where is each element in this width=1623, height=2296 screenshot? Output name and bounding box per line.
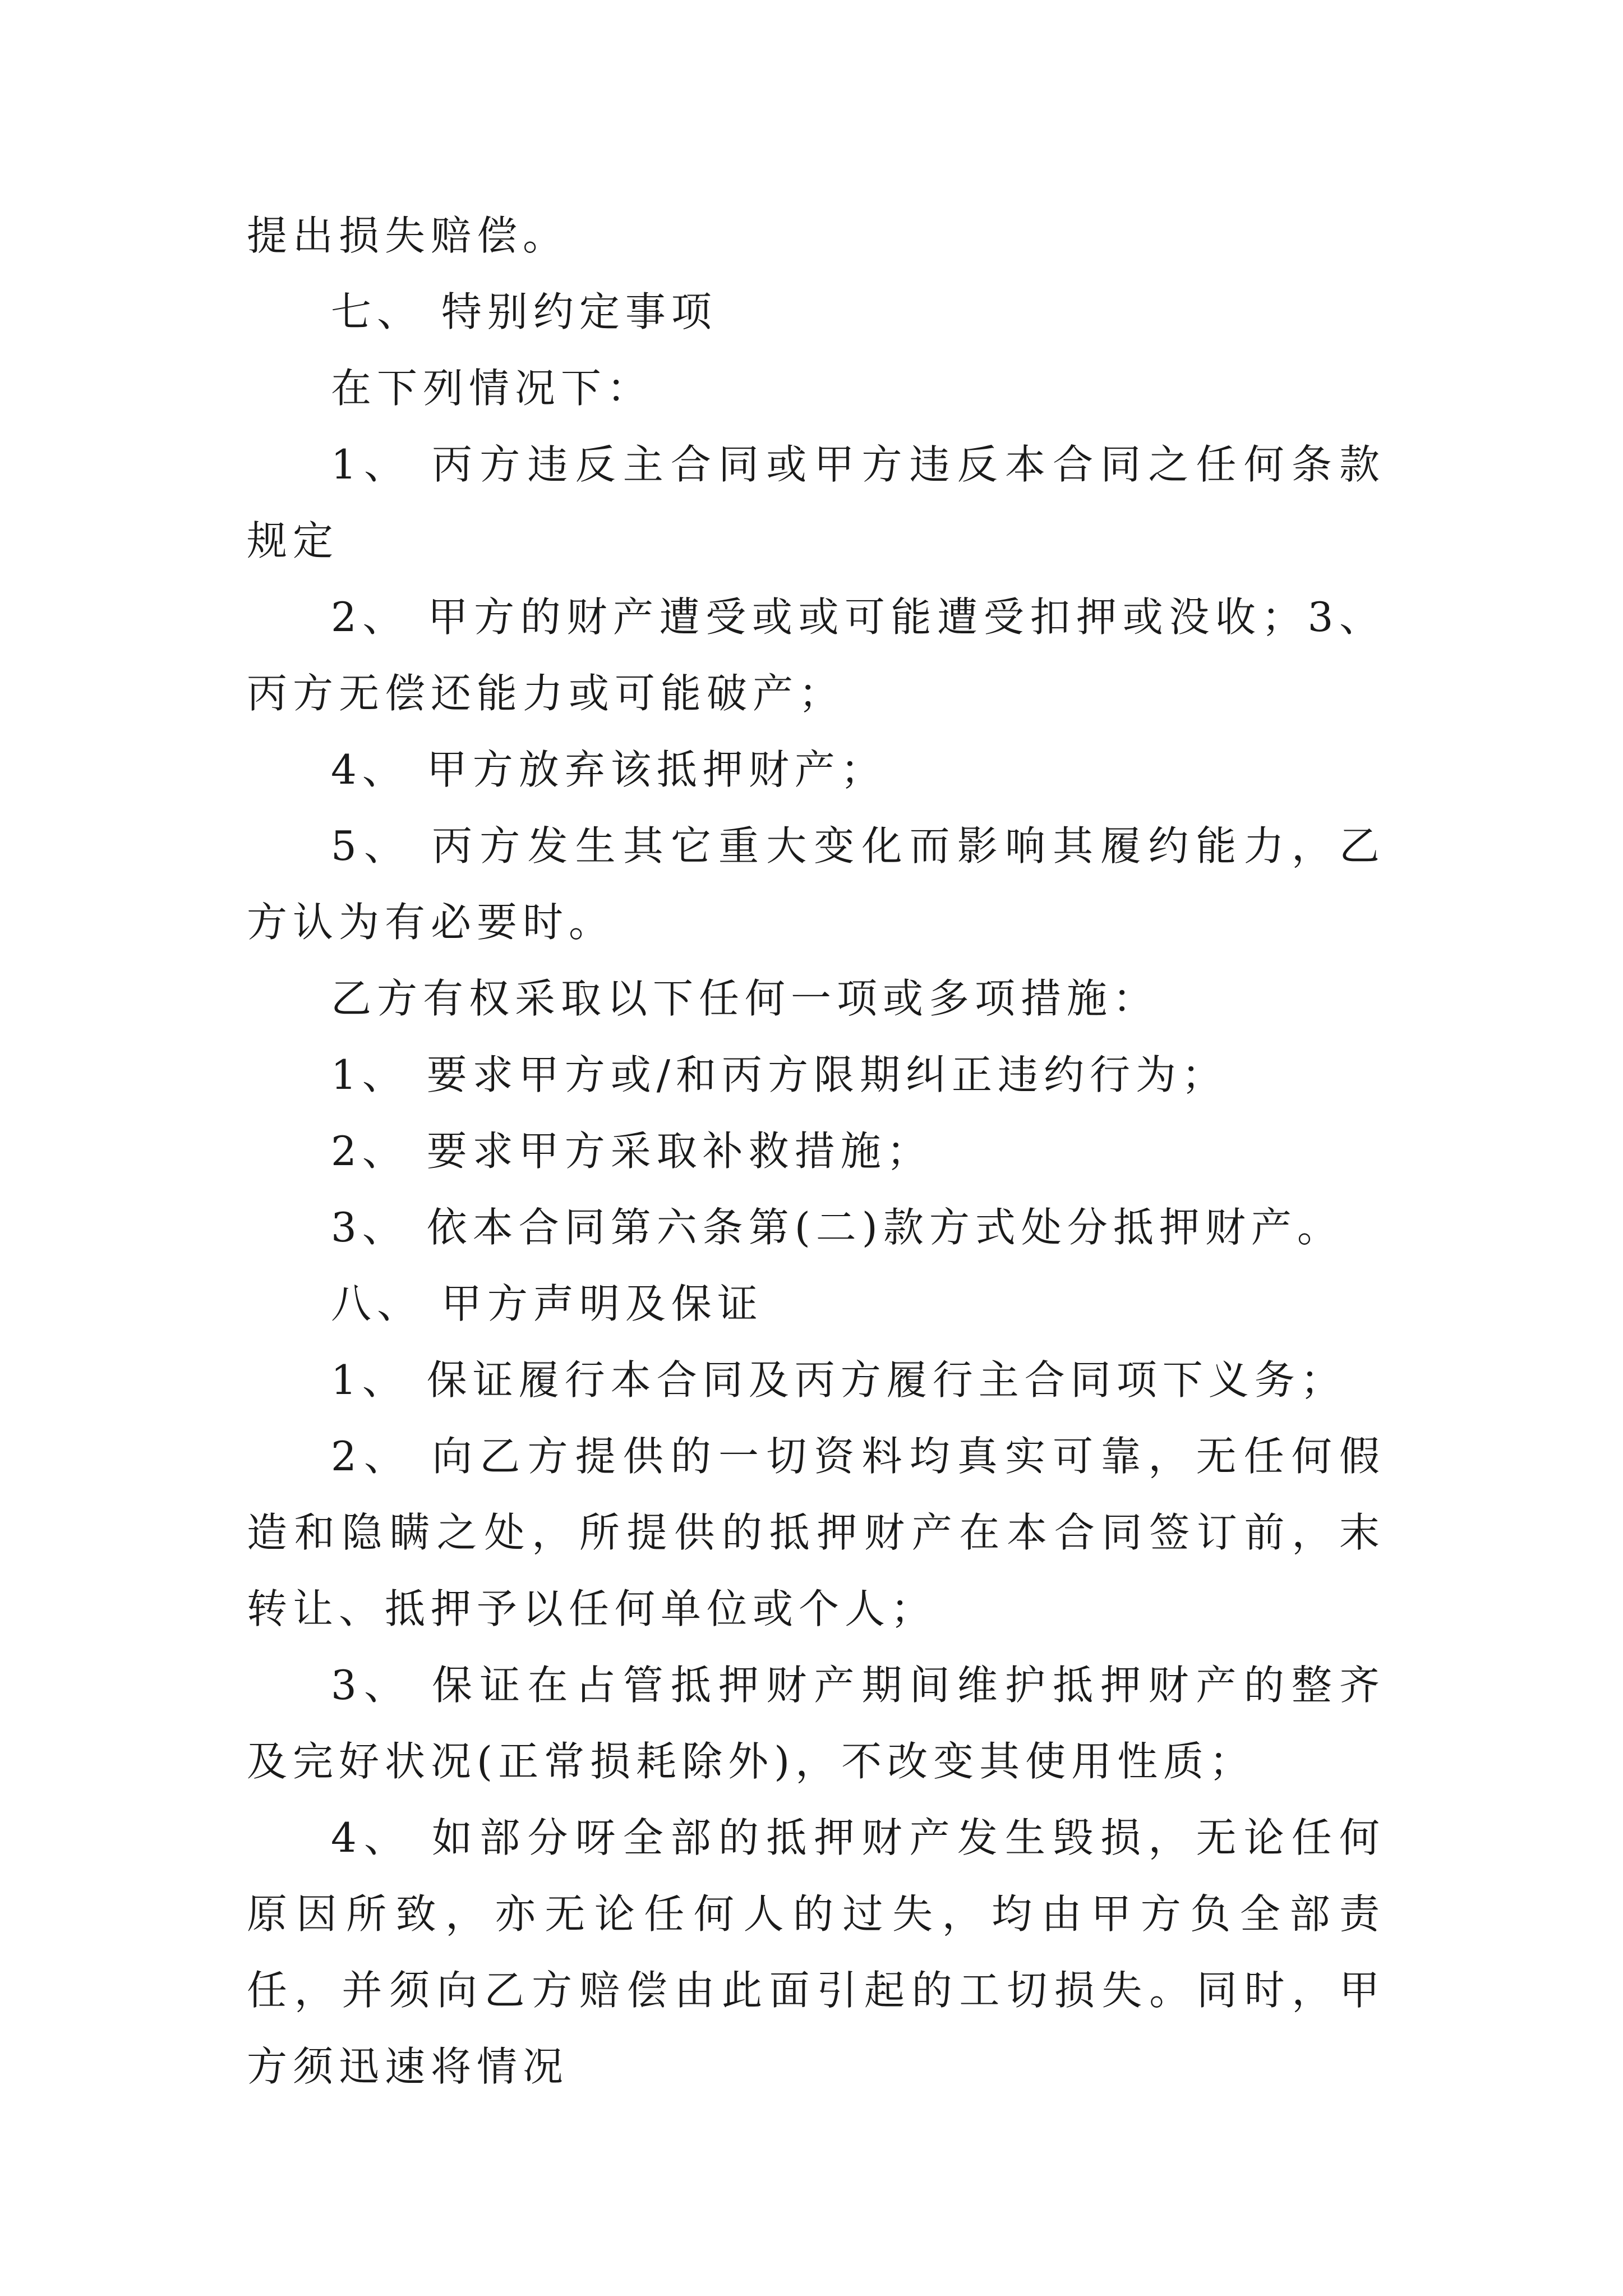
list-item-measure-2: 2、 要求甲方采取补救措施； xyxy=(331,1128,933,1175)
heading-section-8: 八、 甲方声明及保证 xyxy=(331,1280,763,1327)
list-item-7-2-3: 2、 甲方的财产遭受或或可能遭受扣押或没收；3、 丙方无偿还能力或可能破产； xyxy=(247,593,1385,717)
list-item-7-4: 4、 甲方放弃该抵押财产； xyxy=(331,746,887,793)
list-item-8-1: 1、 保证履行本合同及丙方履行主合同项下义务； xyxy=(331,1356,1347,1404)
list-item-7-1: 1、 丙方违反主合同或甲方违反本合同之任何条款规定 xyxy=(247,441,1385,564)
list-item-8-4: 4、 如部分呀全部的抵押财产发生毁损，无论任何原因所致，亦无论任何人的过失，均由甲方负全部责任，并须向乙方赔偿由此面引起的工切损失。同时，甲方须迅速将情况 xyxy=(247,1814,1385,2090)
heading-section-7: 七、 特别约定事项 xyxy=(331,288,717,335)
list-item-measure-1: 1、 要求甲方或/和丙方限期纠正违约行为； xyxy=(331,1051,1228,1098)
document-body xyxy=(247,197,1385,2105)
paragraph-following-cases: 在下列情况下： xyxy=(331,365,653,412)
paragraph-loss-compensation: 提出损失赔偿。 xyxy=(247,212,569,259)
list-item-7-5: 5、 丙方发生其它重大变化而影响其履约能力，乙方认为有必要时。 xyxy=(247,822,1385,946)
list-item-8-3: 3、 保证在占管抵押财产期间维护抵押财产的整齐及完好状况(正常损耗除外)，不改变其使用性质； xyxy=(247,1662,1385,1785)
list-item-8-2: 2、 向乙方提供的一切资料均真实可靠，无任何假造和隐瞒之处，所提供的抵押财产在本合同签订前，末转让、抵押予以任何单位或个人； xyxy=(247,1433,1385,1632)
list-item-measure-3: 3、 依本合同第六条第(二)款方式处分抵押财产。 xyxy=(331,1204,1343,1251)
paragraph-measures-intro: 乙方有权采取以下任何一项或多项措施： xyxy=(331,975,1159,1022)
